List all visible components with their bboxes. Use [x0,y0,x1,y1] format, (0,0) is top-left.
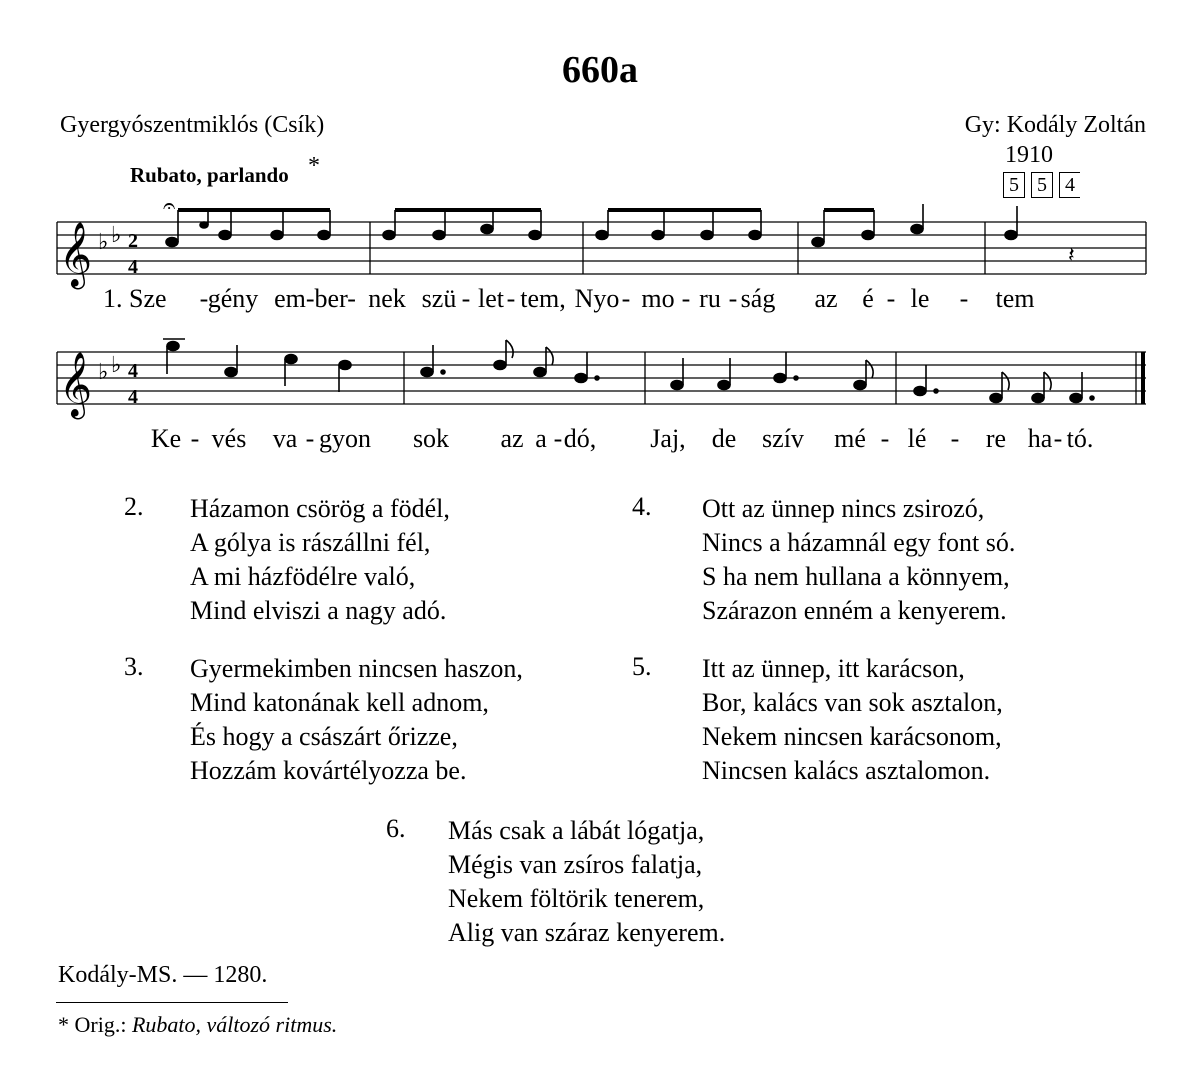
treble-clef-icon: 𝄞 [59,352,93,417]
time-signature-denominator: 4 [128,386,138,408]
verse-line: És hogy a császárt őrizze, [190,722,458,751]
verse-line: Alig van száraz kenyerem. [448,918,726,947]
lyric-syllable: tem, [520,284,566,313]
flat-icon: ♭ [98,230,109,255]
lyric-hyphen: - [506,284,516,313]
verse-line: Bor, kalács van sok asztalon, [702,688,1003,717]
lyric-hyphen: - [305,424,315,453]
lyric-syllable: az [814,284,838,313]
lyric-hyphen: - [880,424,890,453]
verse-6 [448,814,725,950]
lyric-hyphen: - [886,284,896,313]
syllable-count-3: 4 [1059,172,1080,198]
lyric-hyphen: - [728,284,738,313]
lyric-syllable: va [272,424,298,453]
location: Gyergyószentmiklós (Csík) [60,112,325,138]
lyric-syllable: mé [834,424,866,453]
time-signature-denominator: 4 [128,256,138,278]
flat-icon: ♭ [98,360,109,385]
verse-line: Nekem föltörik tenerem, [448,884,705,913]
flat-icon: ♭ [111,223,122,248]
verse-4 [702,492,1015,628]
lyric-syllable: tem [995,284,1035,313]
syllable-count-2: 5 [1031,172,1053,198]
verse-2 [190,492,450,628]
verse-line: Házamon csörög a födél, [190,494,450,523]
verse-line: A mi házfödélre való, [190,562,416,591]
lyric-syllable: nek [368,284,406,313]
verse-line: Hozzám kovártélyozza be. [190,756,467,785]
lyric-hyphen: - [190,424,200,453]
collector: Gy: Kodály Zoltán [964,112,1146,138]
verse-number: 5. [632,652,652,681]
verse-number: 6. [386,814,406,843]
verse-line: Nincs a házamnál egy font só. [702,528,1016,557]
lyric-hyphen: - [621,284,631,313]
lyric-syllable: szü [421,284,457,313]
lyric-hyphen: - [959,284,969,313]
verse-line: Nincsen kalács asztalomon. [702,756,991,785]
time-signature-numerator: 4 [128,360,138,382]
verse-line: Mégis van zsíros falatja, [448,850,703,879]
lyric-syllable: em-ber- [274,284,356,313]
verse-line: Mind katonának kell adnom, [190,688,489,717]
lyric-syllable: Ke [150,424,182,453]
lyric-syllable: Jaj, [650,424,686,453]
lyric-syllable: szív [762,424,804,453]
lyric-syllable: a [535,424,547,453]
lyric-syllable: de [711,424,737,453]
staff-2-notes [163,339,1094,403]
lyric-hyphen: - [950,424,960,453]
song-number: 660a [562,49,638,91]
year: 1910 [1005,142,1053,168]
quarter-rest-icon: 𝄽 [1068,243,1075,268]
lyric-syllable: gény [207,284,259,313]
lyric-hyphen: - [461,284,471,313]
verse-3 [190,652,523,788]
verse-number: 3. [124,652,144,681]
verse-line: S ha nem hullana a könnyem, [702,562,1010,591]
lyric-syllable: let [478,284,504,313]
verse-line: Itt az ünnep, itt karácson, [702,654,965,683]
fermata-icon: 𝄐 [163,194,176,219]
treble-clef-icon: 𝄞 [59,222,93,287]
verse-line: Mind elviszi a nagy adó. [190,596,447,625]
lyric-syllable: é [862,284,874,313]
lyric-hyphen: - [1053,424,1063,453]
lyric-syllable: ság [740,284,776,313]
lyric-syllable: vés [211,424,247,453]
footnote-divider [56,1002,288,1003]
lyric-syllable: Nyo [574,284,620,313]
verse-line: Szárazon enném a kenyerem. [702,596,1007,625]
verse-5 [702,652,1003,788]
verse-number: 4. [632,492,652,521]
lyric-hyphen: - [681,284,691,313]
lyric-syllable: gyon [319,424,371,453]
verse-line: Nekem nincsen karácsonom, [702,722,1002,751]
lyric-syllable: lé [907,424,927,453]
verse-line: Ott az ünnep nincs zsirozó, [702,494,985,523]
staff-2 [57,352,1146,404]
music-staves [0,0,1200,480]
lyric-syllable: ru [699,284,721,313]
footnote-text: Rubato, változó ritmus. [131,1012,338,1037]
lyric-syllable: ha [1027,424,1053,453]
lyric-hyphen: - [199,284,209,313]
lyric-syllable: mo [641,284,675,313]
lyric-syllable: 1. Sze [103,284,167,313]
footnote [58,1012,337,1038]
footnote-mark: * Orig.: [58,1012,127,1037]
syllable-count-1: 5 [1003,172,1025,198]
lyric-syllable: re [985,424,1007,453]
lyric-syllable: dó, [563,424,597,453]
manuscript-reference: Kodály-MS. — 1280. [58,962,268,988]
lyric-syllable: le [910,284,930,313]
flat-icon: ♭ [111,353,122,378]
verse-line: A gólya is rászállni fél, [190,528,431,557]
time-signature-numerator: 2 [128,230,138,252]
verse-line: Gyermekimben nincsen haszon, [190,654,523,683]
lyric-hyphen: - [553,424,563,453]
lyric-syllable: sok [412,424,450,453]
lyric-syllable: az [500,424,524,453]
staff-1-notes [166,204,1017,247]
verse-line: Más csak a lábát lógatja, [448,816,705,845]
lyric-syllable: tó. [1066,424,1094,453]
tempo-asterisk: * [308,153,320,179]
tempo-marking: Rubato, parlando [130,163,289,187]
verse-number: 2. [124,492,144,521]
